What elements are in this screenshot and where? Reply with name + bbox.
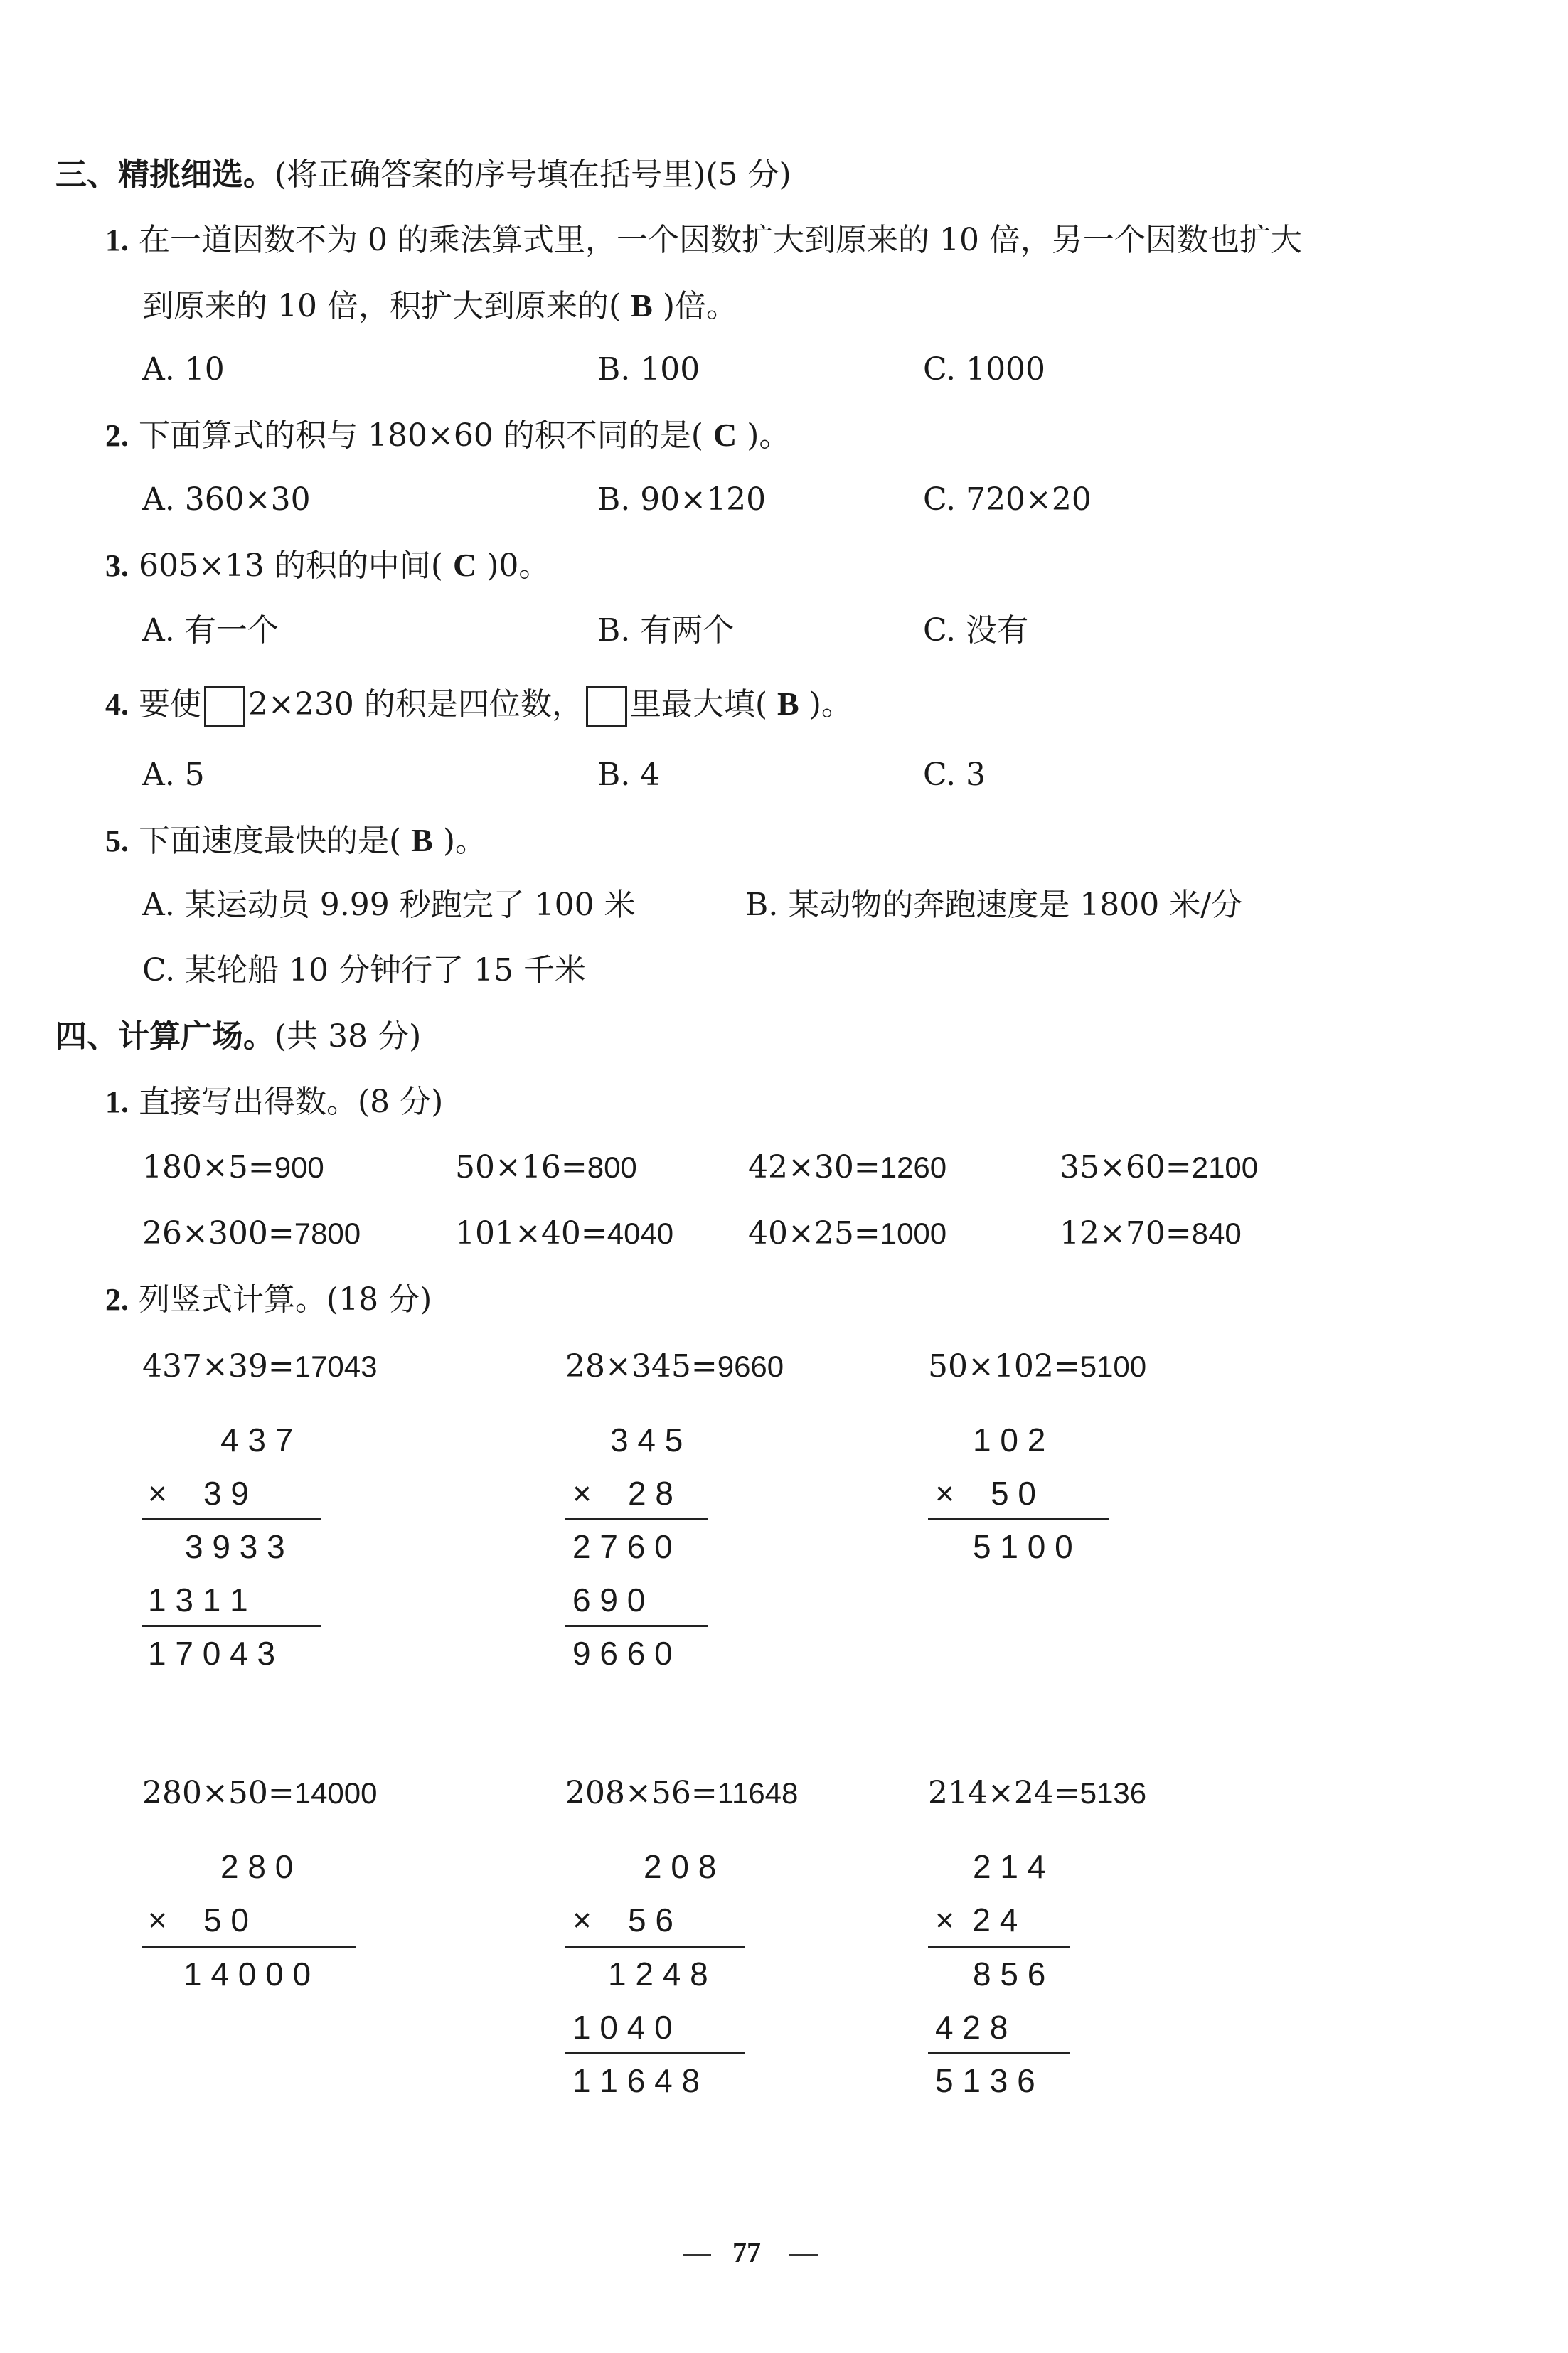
p1-item <box>142 1212 361 1255</box>
p2-problem-heading <box>565 1345 784 1388</box>
vertical-multiplier: × 2 8 <box>572 1475 673 1512</box>
q2-option-c: C. 720×20 <box>923 481 1092 518</box>
q2-line <box>105 414 790 457</box>
p2-problem-heading <box>928 1345 1146 1388</box>
vertical-partial-product: 2 7 6 0 <box>572 1528 673 1565</box>
vertical-rule <box>142 1518 321 1520</box>
vertical-multiplicand: 1 0 2 <box>973 1421 1046 1458</box>
page-number-dash-left <box>683 2254 711 2256</box>
p2-number: 2. <box>105 1282 129 1317</box>
page-number: 77 <box>732 2236 761 2268</box>
vertical-multiplicand: 4 3 7 <box>220 1421 294 1458</box>
p2-problem-heading <box>928 1772 1146 1815</box>
q4-text1: 要使 <box>139 686 201 722</box>
p2-problem-heading <box>565 1772 798 1815</box>
p1-expr: 35×60= <box>1060 1149 1192 1185</box>
vertical-rule <box>928 1946 1070 1948</box>
vertical-partial-product: 1 3 1 1 <box>148 1581 248 1618</box>
q4-option-b: B. 4 <box>597 757 661 793</box>
q5-option-b: B. 某动物的奔跑速度是 1800 米/分 <box>745 887 1243 923</box>
p1-item <box>748 1146 946 1189</box>
q1-option-a: A. 10 <box>142 351 225 388</box>
vertical-product: 1 4 0 0 0 <box>183 1956 311 1992</box>
p2-result: 5136 <box>1079 1776 1147 1810</box>
vertical-rule <box>565 1625 708 1627</box>
p1-expr: 180×5= <box>142 1149 274 1185</box>
section4-title: 四、计算广场。 <box>55 1018 274 1055</box>
section3-note: (将正确答案的序号填在括号里)(5 分) <box>274 156 791 193</box>
p2-result: 9660 <box>717 1350 784 1383</box>
p2-problem-heading <box>142 1772 378 1815</box>
q1-line1 <box>105 219 1302 262</box>
q5-option-a: A. 某运动员 9.99 秒跑完了 100 米 <box>142 887 636 923</box>
p1-result: 4040 <box>607 1217 674 1250</box>
p1-result: 2100 <box>1191 1151 1259 1184</box>
section3-header <box>55 154 791 196</box>
q1-number: 1. <box>105 223 129 257</box>
p2-expr: 28×345= <box>565 1348 718 1384</box>
q1-line2 <box>142 284 737 328</box>
q3-text2: )0。 <box>486 548 550 584</box>
p1-result: 1260 <box>880 1151 947 1184</box>
p1-number: 1. <box>105 1084 129 1119</box>
q3-option-c: C. 没有 <box>923 612 1029 649</box>
q2-text2: )。 <box>747 417 791 454</box>
p1-expr: 101×40= <box>455 1215 607 1252</box>
p2-expr: 214×24= <box>928 1775 1080 1811</box>
vertical-multiplier: × 5 0 <box>935 1475 1036 1512</box>
p2-result: 5100 <box>1079 1350 1147 1383</box>
q4-line <box>105 683 853 727</box>
p2-heading <box>105 1279 432 1321</box>
p2-expr: 280×50= <box>142 1775 294 1811</box>
vertical-multiplicand: 2 8 0 <box>220 1848 294 1885</box>
p1-expr: 42×30= <box>748 1149 880 1185</box>
q4-blank-box <box>204 686 245 727</box>
vertical-product: 5 1 3 6 <box>935 2062 1035 2099</box>
vertical-rule <box>565 1946 745 1948</box>
q5-text1: 下面速度最快的是( <box>139 823 402 859</box>
q4-text4: )。 <box>809 686 853 722</box>
vertical-multiplicand: 2 1 4 <box>973 1848 1046 1885</box>
q2-answer: C <box>713 417 737 453</box>
p2-expr: 437×39= <box>142 1348 294 1384</box>
vertical-rule <box>928 2052 1070 2054</box>
q3-line <box>105 544 550 587</box>
p1-result: 840 <box>1191 1217 1242 1250</box>
vertical-multiplicand: 3 4 5 <box>610 1421 683 1458</box>
q5-text2: )。 <box>442 823 487 859</box>
p1-item <box>455 1146 637 1189</box>
p2-expr: 208×56= <box>565 1775 718 1811</box>
q2-number: 2. <box>105 418 129 453</box>
q4-option-c: C. 3 <box>923 757 986 793</box>
p1-item <box>1060 1146 1258 1189</box>
p1-result: 900 <box>274 1151 324 1184</box>
q5-answer: B <box>411 822 433 858</box>
q1-text-a: 在一道因数不为 0 的乘法算式里，一个因数扩大到原来的 10 倍，另一个因数也扩大 <box>139 222 1302 258</box>
p1-item <box>142 1146 324 1189</box>
p1-expr: 26×300= <box>142 1215 294 1252</box>
q4-text3: 里最大填( <box>629 686 768 722</box>
vertical-product: 9 6 6 0 <box>572 1635 673 1672</box>
vertical-multiplier: × 5 0 <box>148 1901 249 1938</box>
vertical-product: 1 7 0 4 3 <box>148 1635 276 1672</box>
vertical-rule <box>565 1518 708 1520</box>
vertical-partial-product: 1 0 4 0 <box>572 2009 673 2046</box>
vertical-product: 5 1 0 0 <box>973 1528 1073 1565</box>
vertical-partial-product: 1 2 4 8 <box>608 1956 708 1992</box>
vertical-multiplicand: 2 0 8 <box>644 1848 717 1885</box>
q5-option-c: C. 某轮船 10 分钟行了 15 千米 <box>142 952 586 988</box>
vertical-rule <box>928 1518 1109 1520</box>
q3-option-a: A. 有一个 <box>142 612 279 649</box>
p2-problem-heading <box>142 1345 378 1388</box>
page-number-dash-right <box>789 2254 818 2256</box>
q4-blank-box-2 <box>586 686 627 727</box>
vertical-partial-product: 6 9 0 <box>572 1581 646 1618</box>
p1-result: 1000 <box>880 1217 947 1250</box>
p2-expr: 50×102= <box>928 1348 1080 1384</box>
p2-result: 11648 <box>717 1776 799 1810</box>
section4-note: (共 38 分) <box>274 1018 422 1055</box>
q2-text1: 下面算式的积与 180×60 的积不同的是( <box>139 417 703 454</box>
vertical-multiplier: × 5 6 <box>572 1901 673 1938</box>
p1-item <box>1060 1212 1242 1255</box>
q1-text-b2: )倍。 <box>662 288 737 324</box>
p2-result: 14000 <box>294 1776 378 1810</box>
q4-answer: B <box>777 685 799 722</box>
vertical-partial-product: 3 9 3 3 <box>185 1528 285 1565</box>
q3-text1: 605×13 的积的中间( <box>139 548 443 584</box>
q1-text-b1: 到原来的 10 倍，积扩大到原来的( <box>142 288 622 324</box>
p1-item <box>748 1212 946 1255</box>
vertical-multiplier: × 2 4 <box>935 1901 1018 1938</box>
vertical-multiplier: × 3 9 <box>148 1475 249 1512</box>
q3-answer: C <box>453 547 477 583</box>
p1-heading <box>105 1081 443 1124</box>
p1-text: 直接写出得数。(8 分) <box>139 1084 444 1120</box>
vertical-partial-product: 4 2 8 <box>935 2009 1008 2046</box>
section4-header <box>55 1015 421 1058</box>
section3-title: 三、精挑细选。 <box>55 156 274 193</box>
q4-text2: 2×230 的积是四位数， <box>248 686 583 722</box>
p1-result: 800 <box>587 1151 637 1184</box>
q1-option-b: B. 100 <box>597 351 700 388</box>
vertical-partial-product: 8 5 6 <box>973 1956 1046 1992</box>
q1-answer: B <box>631 287 653 324</box>
p2-result: 17043 <box>294 1350 378 1383</box>
vertical-product: 1 1 6 4 8 <box>572 2062 700 2099</box>
q2-option-a: A. 360×30 <box>142 481 311 518</box>
q5-number: 5. <box>105 823 129 858</box>
q5-line <box>105 819 486 863</box>
p2-text: 列竖式计算。(18 分) <box>139 1281 432 1318</box>
p1-expr: 12×70= <box>1060 1215 1192 1252</box>
vertical-rule <box>142 1625 321 1627</box>
vertical-rule <box>142 1946 356 1948</box>
vertical-rule <box>565 2052 745 2054</box>
p1-item <box>455 1212 673 1255</box>
p1-expr: 50×16= <box>455 1149 587 1185</box>
q2-option-b: B. 90×120 <box>597 481 767 518</box>
q3-option-b: B. 有两个 <box>597 612 735 649</box>
q4-option-a: A. 5 <box>142 757 205 793</box>
p1-expr: 40×25= <box>748 1215 880 1252</box>
q1-option-c: C. 1000 <box>923 351 1046 388</box>
q3-number: 3. <box>105 548 129 583</box>
p1-result: 7800 <box>294 1217 361 1250</box>
q4-number: 4. <box>105 687 129 722</box>
